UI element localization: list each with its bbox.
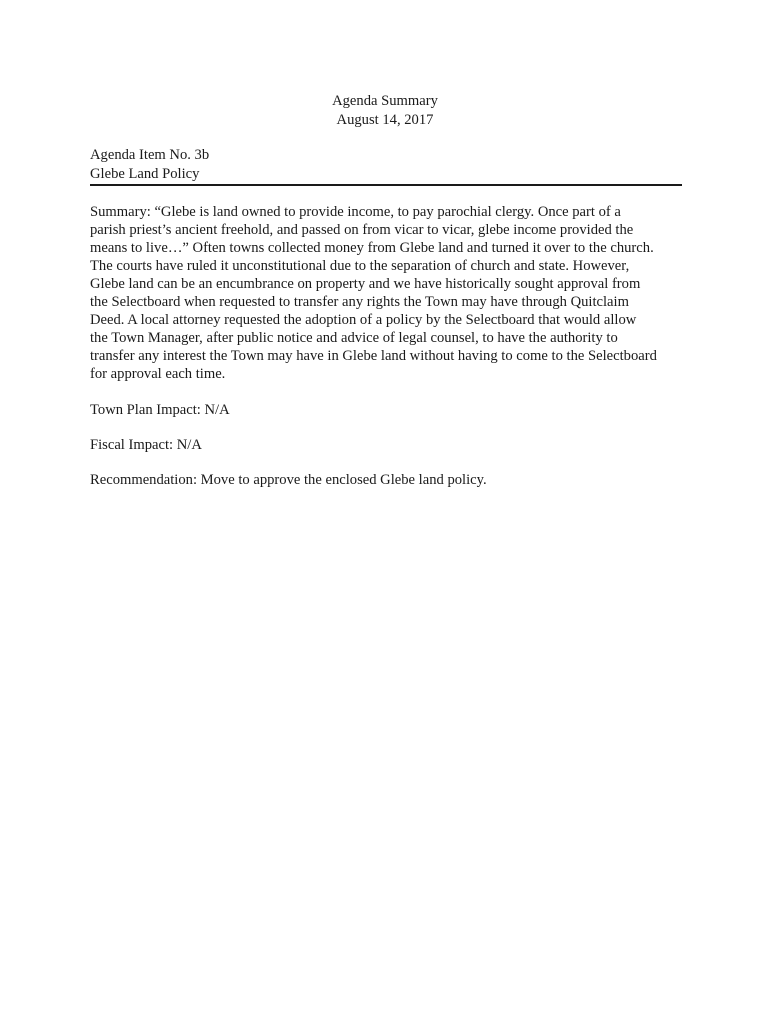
summary-line: parish priest’s ancient freehold, and passed on from vicar to vicar, glebe income provided the — [90, 222, 634, 238]
document-title: Agenda Summary — [332, 93, 438, 109]
summary-line: transfer any interest the Town may have in Glebe land without having to come to the Selectboard — [90, 348, 657, 364]
agenda-item-number: Agenda Item No. 3b — [90, 147, 210, 163]
recommendation: Recommendation: Move to approve the enclosed Glebe land policy. — [90, 472, 487, 488]
summary-line: the Selectboard when requested to transfer any rights the Town may have through Quitclaim — [90, 294, 629, 310]
summary-line: Deed. A local attorney requested the adoption of a policy by the Selectboard that would allow — [90, 312, 637, 328]
document-date: August 14, 2017 — [336, 112, 434, 128]
summary-paragraph — [90, 203, 686, 383]
summary-line: Summary: “Glebe is land owned to provide income, to pay parochial clergy. Once part of a — [90, 204, 621, 220]
document-header — [0, 92, 770, 130]
divider-rule — [90, 184, 682, 186]
summary-line: for approval each time. — [90, 366, 226, 382]
fiscal-impact: Fiscal Impact: N/A — [90, 437, 202, 453]
town-plan-impact: Town Plan Impact: N/A — [90, 402, 230, 418]
summary-line: The courts have ruled it unconstitutional due to the separation of church and state. However, — [90, 258, 630, 274]
agenda-item-block — [90, 146, 682, 184]
summary-line: Glebe land can be an encumbrance on property and we have historically sought approval from — [90, 276, 641, 292]
agenda-item-name: Glebe Land Policy — [90, 166, 200, 182]
summary-line: the Town Manager, after public notice and advice of legal counsel, to have the authority to — [90, 330, 618, 346]
summary-line: means to live…” Often towns collected money from Glebe land and turned it over to the church. — [90, 240, 654, 256]
